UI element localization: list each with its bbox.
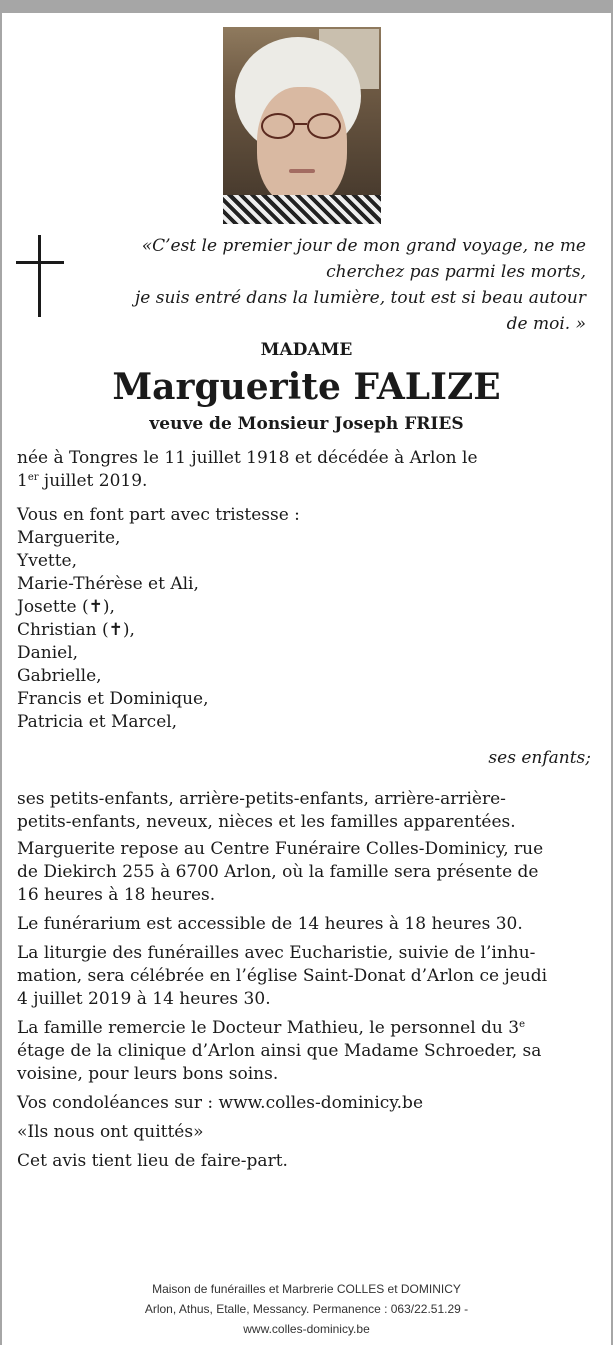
- portrait-photo: [223, 27, 381, 224]
- relatives: ses petits-enfants, arrière-petits-enfants, arrière-arrière- petits-enfants, neveux, nièces et les familles apparentées.: [17, 789, 516, 832]
- notice: Cet avis tient lieu de faire-part.: [17, 1151, 288, 1171]
- section-label: «Ils nous ont quittés»: [17, 1122, 204, 1142]
- deceased-name: Marguerite FALIZE: [112, 366, 501, 408]
- footer-line: Maison de funérailles et Marbrerie COLLES et DOMINICY: [152, 1282, 461, 1296]
- footer-line: Arlon, Athus, Etalle, Messancy. Permanence : 063/22.51.29 -: [144, 1302, 469, 1316]
- quote-line: de moi. »: [506, 314, 586, 334]
- footer: [2, 1279, 611, 1339]
- quote-line: «C’est le premier jour de mon grand voyage, ne me: [141, 236, 586, 256]
- title: MADAME: [260, 340, 353, 360]
- family-member: Daniel,: [17, 643, 79, 663]
- thanks: La famille remercie le Docteur Mathieu, le personnel du 3e étage de la clinique d’Arlon ainsi que Madame Schroeder, sa voisine, pour leurs bons soins.: [17, 1018, 542, 1084]
- repose: Marguerite repose au Centre Funéraire Colles-Dominicy, rue de Diekirch 255 à 6700 Arlon, où la famille sera présente de 16 heures à 18 heures.: [17, 839, 544, 905]
- liturgy: La liturgie des funérailles avec Eucharistie, suivie de l’inhu- mation, sera célébrée en l’église Saint-Donat d’Arlon ce jeudi 4 juillet 2019 à 14 heures 30.: [17, 943, 548, 1009]
- family-member: Marguerite,: [17, 528, 121, 548]
- death-date: 1er juillet 2019.: [17, 471, 148, 491]
- family-member: Patricia et Marcel,: [17, 712, 178, 732]
- funerarium: Le funérarium est accessible de 14 heures à 18 heures 30.: [17, 914, 523, 934]
- obituary-page: [2, 13, 611, 1345]
- family-member: Francis et Dominique,: [17, 689, 209, 709]
- announce: Vous en font part avec tristesse :: [17, 505, 300, 525]
- obituary-body: [17, 447, 591, 1173]
- family-member: Yvette,: [17, 551, 78, 571]
- condolences-link: Vos condoléances sur : www.colles-dominicy.be: [17, 1093, 423, 1113]
- family-member: Marie-Thérèse et Ali,: [17, 574, 199, 594]
- quote-line: cherchez pas parmi les morts,: [326, 262, 586, 282]
- children-label: ses enfants;: [488, 748, 591, 768]
- family-member: Josette (✝),: [17, 597, 115, 617]
- footer-line: www.colles-dominicy.be: [243, 1322, 370, 1336]
- cross-icon: [16, 235, 64, 317]
- family-member: Gabrielle,: [17, 666, 102, 686]
- widow-of: veuve de Monsieur Joseph FRIES: [149, 414, 464, 434]
- quote: [112, 233, 586, 337]
- quote-line: je suis entré dans la lumière, tout est si beau autour: [135, 288, 586, 308]
- birth-line: née à Tongres le 11 juillet 1918 et décédée à Arlon le: [17, 448, 478, 468]
- family-member: Christian (✝),: [17, 620, 135, 640]
